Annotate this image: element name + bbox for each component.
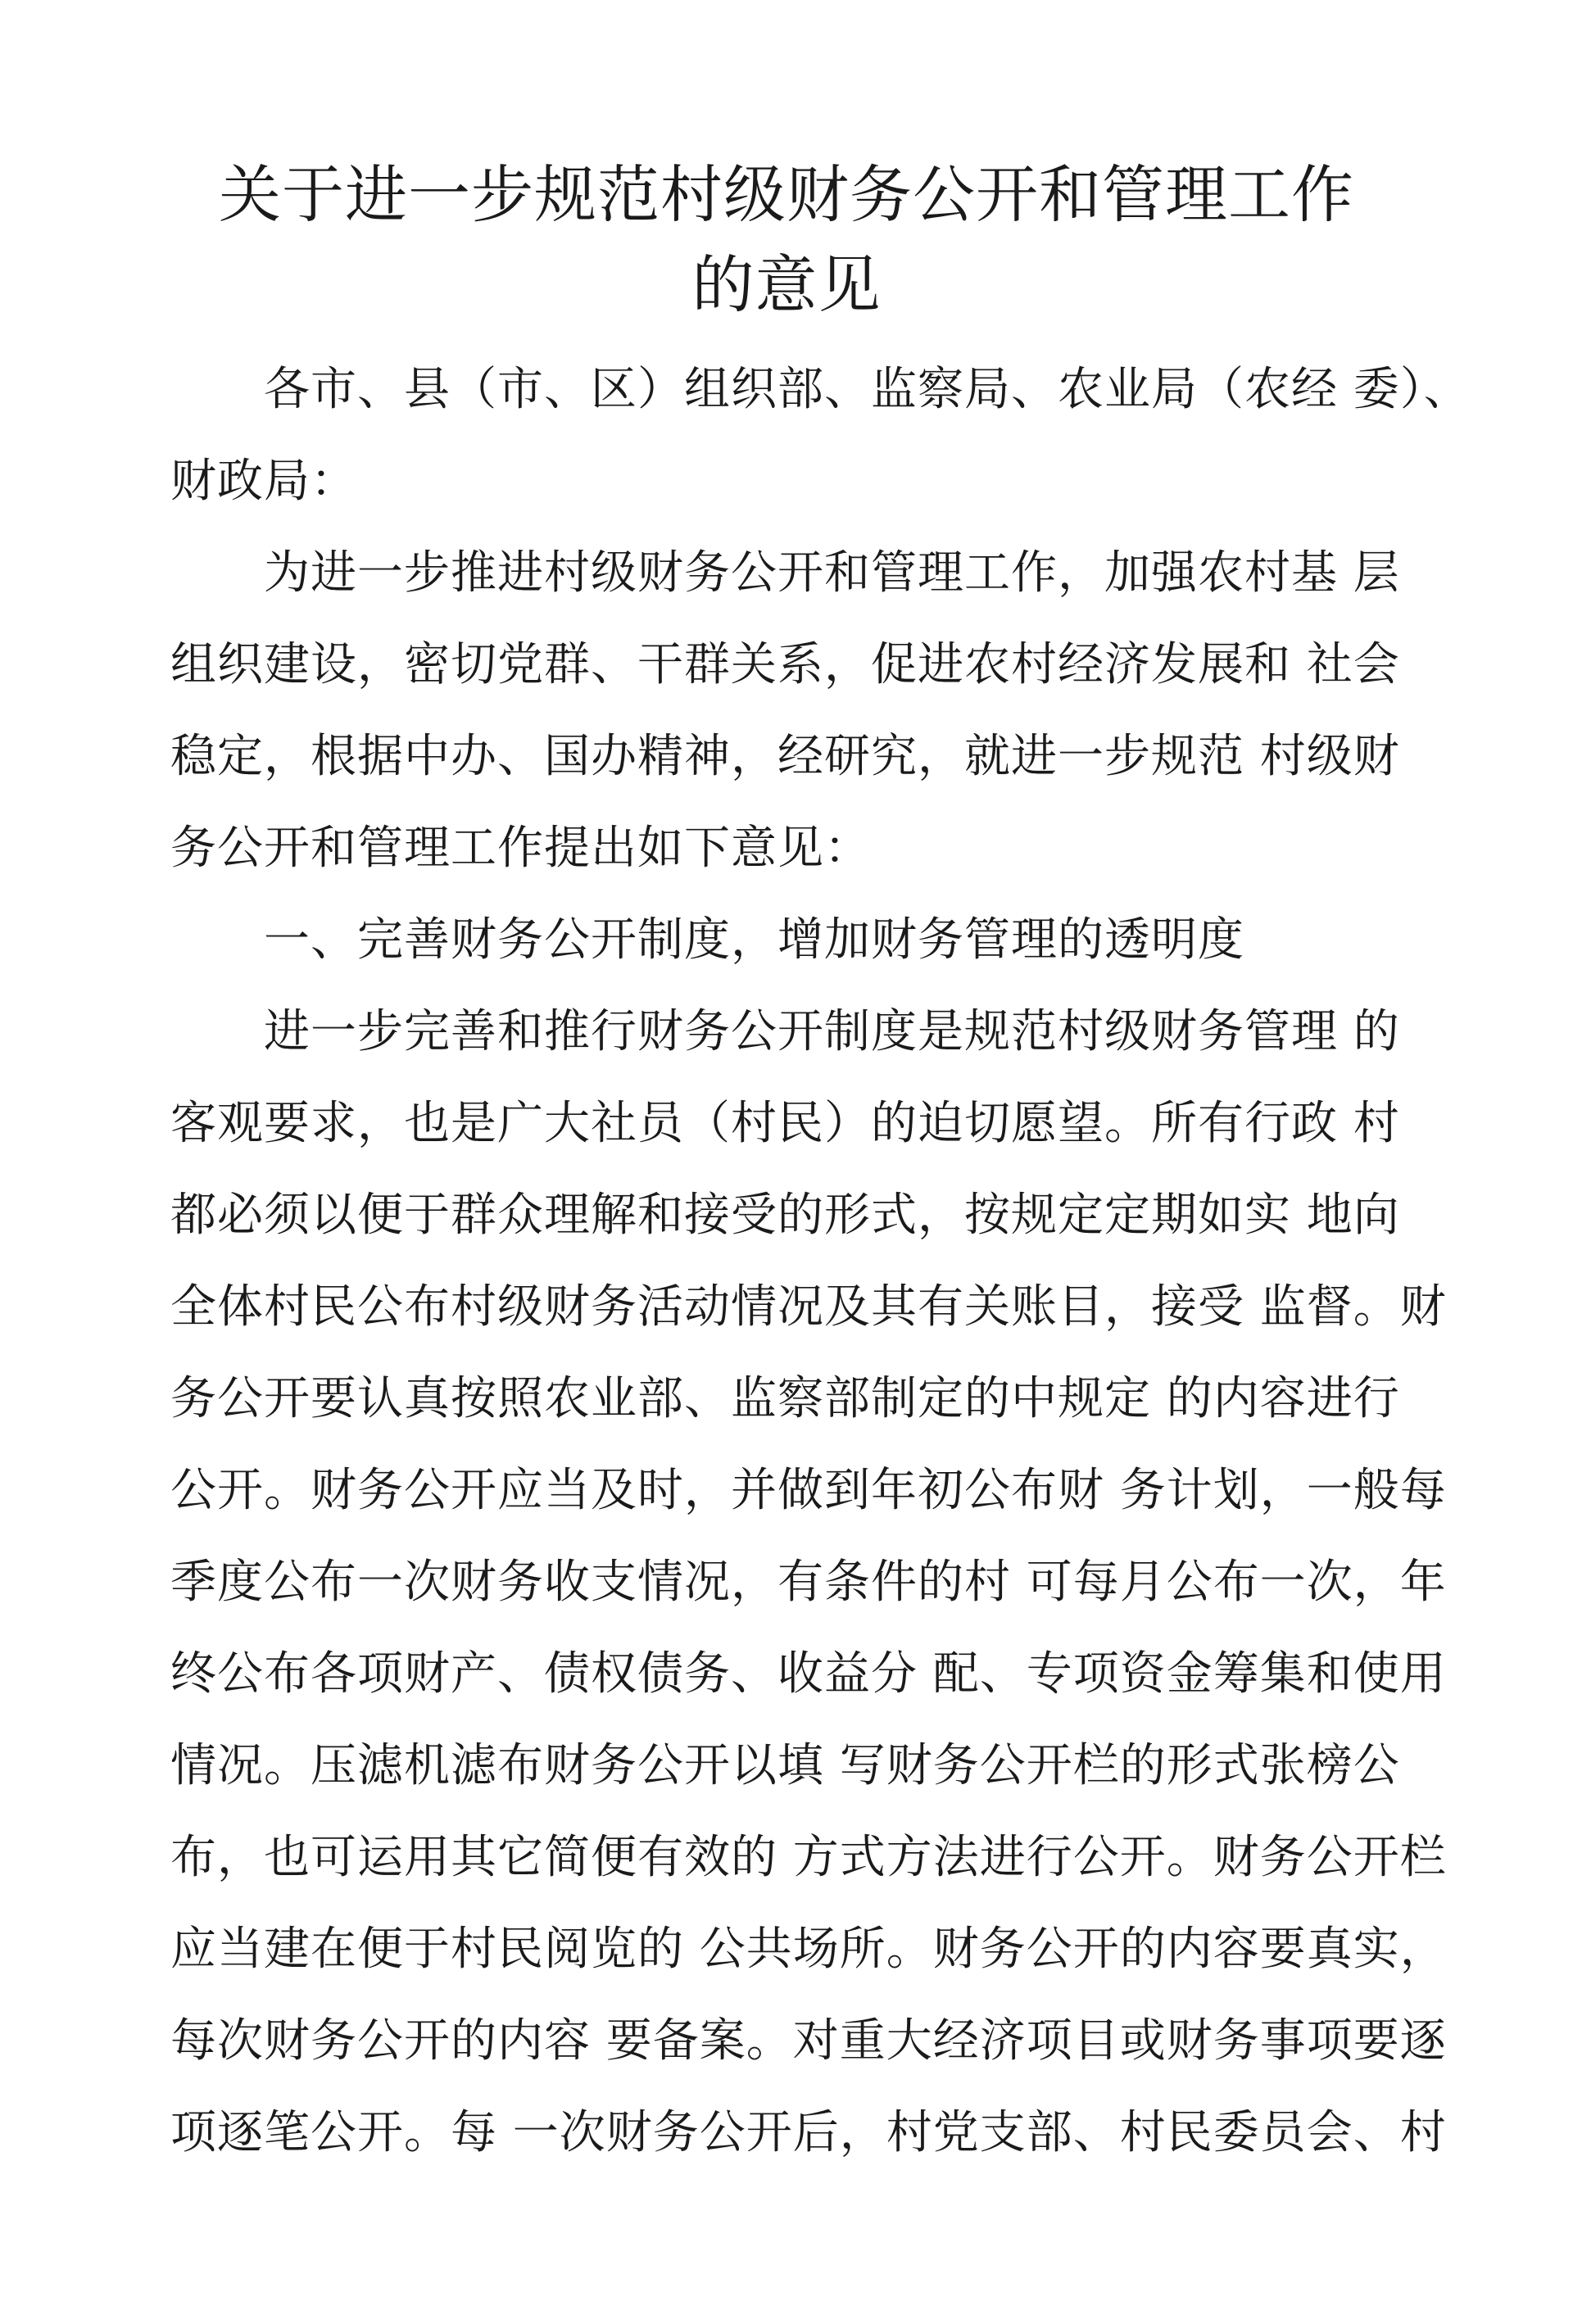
body-line: 终公布各项财产、债权债务、收益分 配、专项资金筹集和使用 — [170, 1647, 1447, 1701]
body-line: 务公开要认真按照农业部、监察部制定的中规定 的内容进行 — [170, 1372, 1400, 1425]
addressee-line: 财政局： — [170, 455, 357, 508]
body-line: 务公开和管理工作提出如下意见： — [170, 822, 871, 875]
document-title-line-2: 的意见 — [691, 248, 882, 321]
document-title-line-1: 关于进一步规范村级财务公开和管理工作 — [219, 158, 1354, 231]
body-line: 都必须以便于群众理解和接受的形式，按规定定期如实 地向 — [170, 1189, 1400, 1242]
section-heading: 一、完善财务公开制度，增加财务管理的透明度 — [264, 913, 1244, 967]
addressee-line: 各市、县（市、区）组织部、监察局、农业局（农经 委）、 — [264, 363, 1471, 416]
body-line: 项逐笔公开。每 一次财务公开后，村党支部、村民委员会、村 — [170, 2106, 1447, 2159]
body-line: 稳定，根据中办、国办精神，经研究，就进一步规范 村级财 — [170, 730, 1400, 783]
body-line: 每次财务公开的内容 要备案。对重大经济项目或财务事项要逐 — [170, 2014, 1447, 2068]
body-line: 季度公布一次财务收支情况，有条件的村 可每月公布一次，年 — [170, 1556, 1447, 1609]
body-line: 全体村民公布村级财务活动情况及其有关账目，接受 监督。财 — [170, 1280, 1447, 1334]
body-line: 布，也可运用其它简便有效的 方式方法进行公开。财务公开栏 — [170, 1831, 1447, 1884]
body-line: 公开。财务公开应当及时，并做到年初公布财 务计划，一般每 — [170, 1464, 1447, 1517]
body-line: 情况。压滤机滤布财务公开以填 写财务公开栏的形式张榜公 — [170, 1739, 1400, 1792]
body-line: 组织建设，密切党群、干群关系，促进农村经济发展和 社会 — [170, 638, 1400, 691]
body-line: 客观要求，也是广大社员（村民）的迫切愿望。所有行政 村 — [170, 1097, 1400, 1150]
body-line: 为进一步推进村级财务公开和管理工作，加强农村基 层 — [264, 546, 1400, 600]
body-line: 应当建在便于村民阅览的 公共场所。财务公开的内容要真实， — [170, 1923, 1447, 1976]
body-line: 进一步完善和推行财务公开制度是规范村级财务管理 的 — [264, 1005, 1400, 1058]
